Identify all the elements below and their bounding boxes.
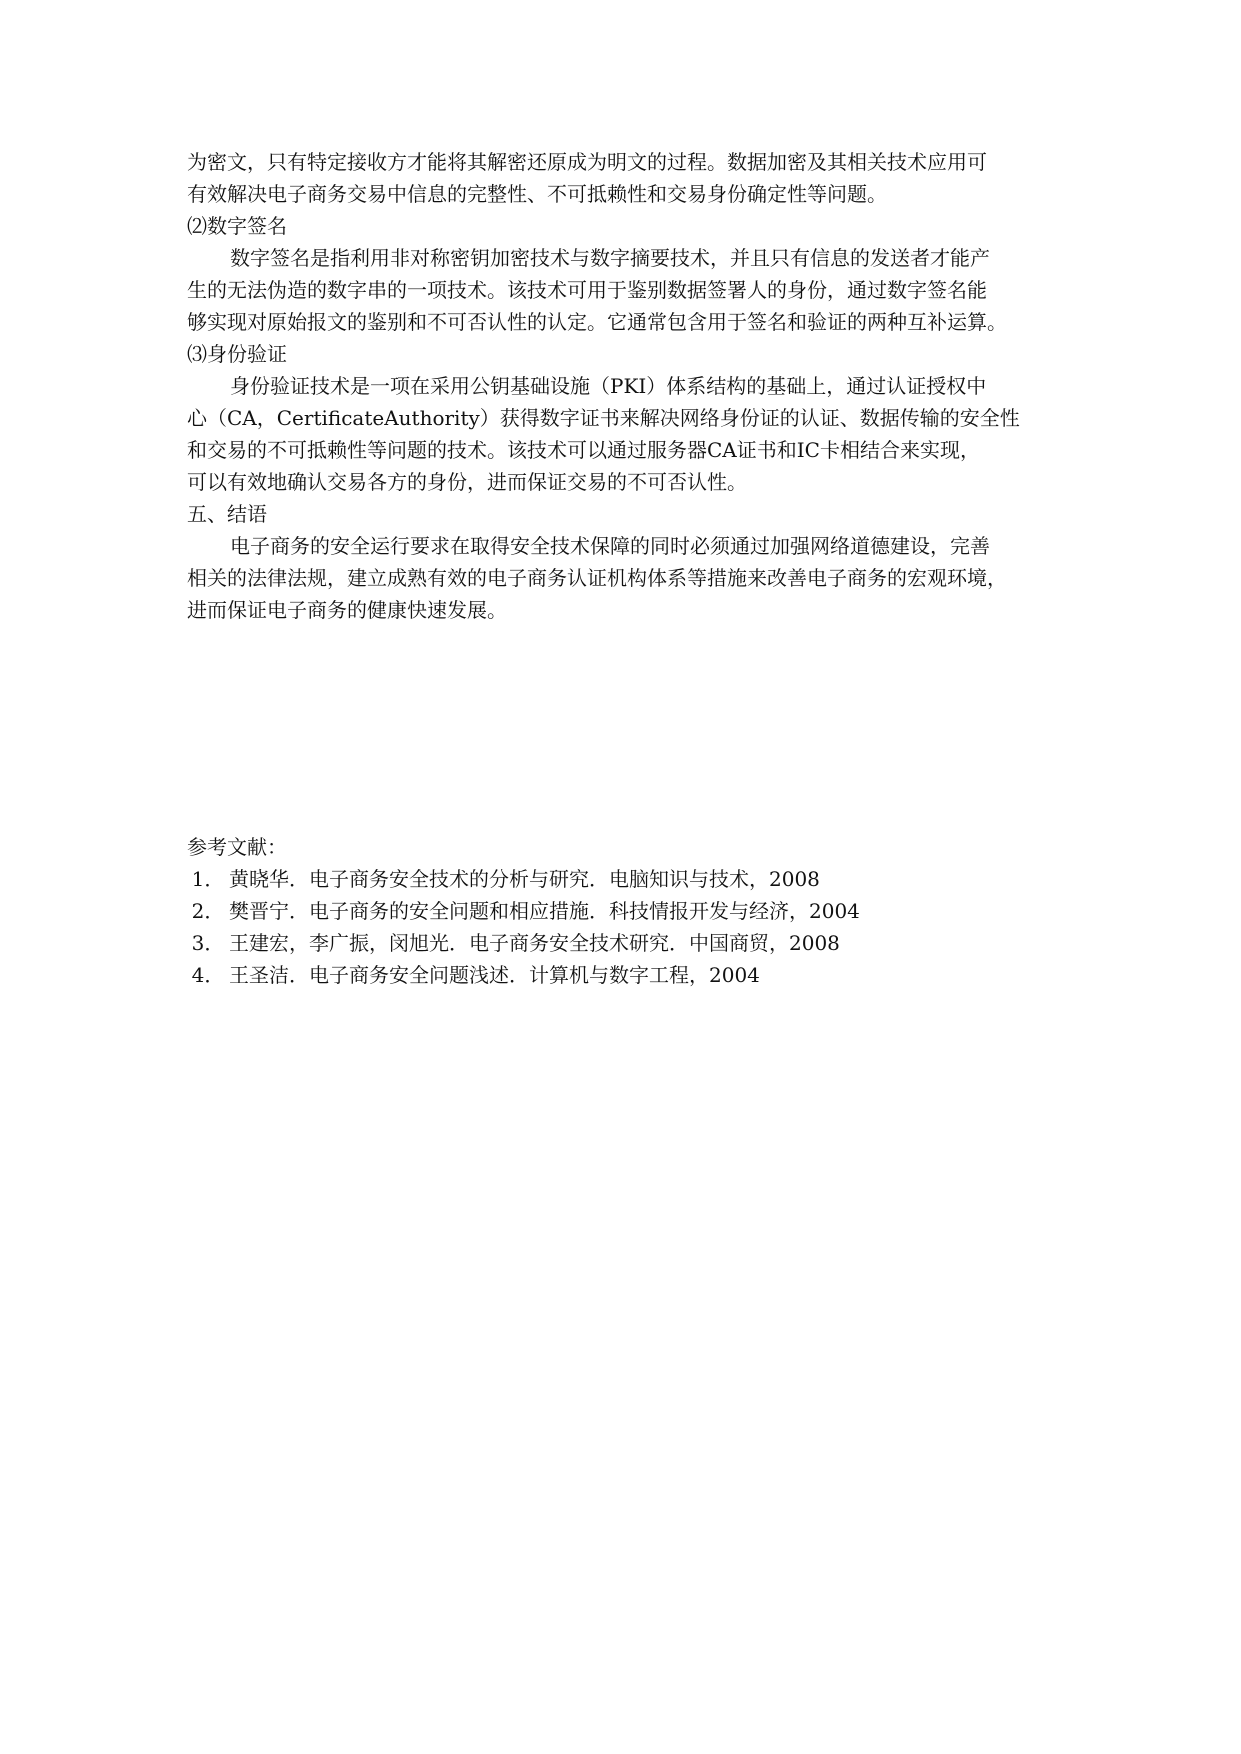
section-heading-conclusion: 五、结语 [187,502,267,526]
paragraph-line: 生的无法伪造的数字串的一项技术。该技术可用于鉴别数据签署人的身份，通过数字签名能 [187,278,987,302]
section-heading-identity-verification: ⑶身份验证 [187,342,287,366]
reference-text: 黄晓华．电子商务安全技术的分析与研究．电脑知识与技术，2008 [229,867,820,891]
reference-text: 樊晋宁．电子商务的安全问题和相应措施．科技情报开发与经济，2004 [229,899,860,923]
paragraph-line: 身份验证技术是一项在采用公钥基础设施（PKI）体系结构的基础上，通过认证授权中 [230,374,987,398]
document-body [187,146,1067,626]
references-section [187,831,1067,991]
paragraph-line: 心（CA，CertificateAuthority）获得数字证书来解决网络身份证的认证、数据传输的安全性 [187,406,1020,430]
paragraph-line: 可以有效地确认交易各方的身份，进而保证交易的不可否认性。 [187,470,747,494]
paragraph-line: 电子商务的安全运行要求在取得安全技术保障的同时必须通过加强网络道德建设，完善 [230,534,990,558]
reference-item [187,895,1067,927]
reference-item [187,927,1067,959]
paragraph-line: 有效解决电子商务交易中信息的完整性、不可抵赖性和交易身份确定性等问题。 [187,182,887,206]
reference-text: 王建宏，李广振，闵旭光．电子商务安全技术研究．中国商贸，2008 [229,931,840,955]
paragraph-line: 为密文，只有特定接收方才能将其解密还原成为明文的过程。数据加密及其相关技术应用可 [187,150,987,174]
reference-number: 2． [191,899,225,923]
paragraph-line: 相关的法律法规，建立成熟有效的电子商务认证机构体系等措施来改善电子商务的宏观环境， [187,566,1007,590]
paragraph-line: 数字签名是指利用非对称密钥加密技术与数字摘要技术，并且只有信息的发送者才能产 [230,246,990,270]
reference-number: 3． [191,931,225,955]
reference-number: 4． [191,963,225,987]
reference-text: 王圣洁．电子商务安全问题浅述．计算机与数字工程，2004 [229,963,760,987]
section-heading-digital-signature: ⑵数字签名 [187,214,287,238]
paragraph-line: 和交易的不可抵赖性等问题的技术。该技术可以通过服务器CA证书和IC卡相结合来实现， [187,438,980,462]
references-heading: 参考文献： [187,835,287,859]
reference-number: 1． [191,867,225,891]
paragraph-line: 进而保证电子商务的健康快速发展。 [187,598,507,622]
reference-item [187,959,1067,991]
reference-item [187,863,1067,895]
paragraph-line: 够实现对原始报文的鉴别和不可否认性的认定。它通常包含用于签名和验证的两种互补运算。 [187,310,1007,334]
